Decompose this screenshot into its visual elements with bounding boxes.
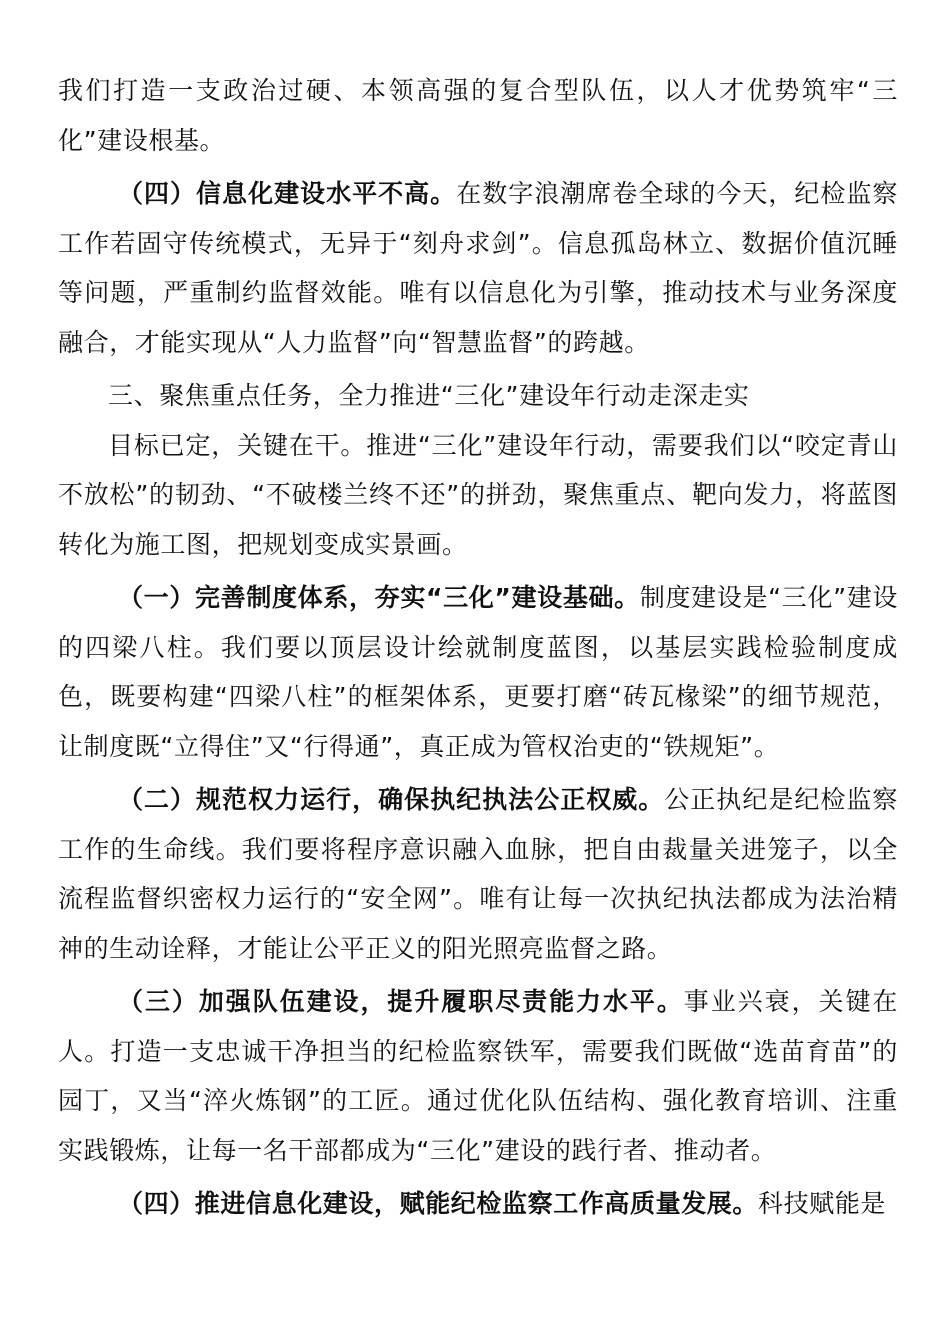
paragraph-text: 制度建设是“三化”建设的四梁八柱。我们要以顶层设计绘就制度蓝图，以基层实践检验制度成色，既要构建“四梁八柱”的框架体系，更要打磨“砖瓦椽梁”的细节规范，让制度既“立得住”又“行得通”，真正成为管权治吏的“铁规矩”。: [58, 583, 898, 761]
section-heading-text: 三、聚焦重点任务，全力推进“三化”建设年行动走深走实: [108, 381, 750, 410]
paragraph-text: 在数字浪潮席卷全球的今天，纪检监察工作若固守传统模式，无异于“刻舟求剑”。信息孤岛林立、数据价值沉睡等问题，严重制约监督效能。唯有以信息化为引擎，推动技术与业务深度融合，才能实现从“人力监督”向“智慧监督”的跨越。: [58, 179, 899, 357]
paragraph-text: 公正执纪是纪检监察工作的生命线。我们要将程序意识融入血脉，把自由裁量关进笼子，以全流程监督织密权力运行的“安全网”。唯有让每一次执纪执法都成为法治精神的生动诠释，才能让公平正义的阳光照亮监督之路。: [58, 785, 898, 963]
paragraph-heading: （四）信息化建设水平不高。: [118, 179, 457, 208]
paragraph-task-2: [58, 775, 898, 973]
paragraph-task-4: [58, 1179, 898, 1229]
paragraph-task-1: [58, 573, 898, 771]
paragraph-heading: （一）完善制度体系，夯实“三化”建设基础。: [118, 583, 640, 612]
paragraph-text: 目标已定，关键在干。推进“三化”建设年行动，需要我们以“咬定青山不放松”的韧劲、“不破楼兰终不还”的拼劲，聚焦重点、靶向发力，将蓝图转化为施工图，把规划变成实景画。: [58, 430, 898, 559]
paragraph-heading: （四）推进信息化建设，赋能纪检监察工作高质量发展。: [118, 1189, 759, 1218]
paragraph-task-3: [58, 977, 898, 1175]
paragraph-continuation: [58, 66, 898, 165]
paragraph-heading: （三）加强队伍建设，提升履职尽责能力水平。: [118, 987, 684, 1016]
paragraph-problem-4: [58, 169, 898, 367]
document-page: [58, 66, 898, 1229]
paragraph-text: 事业兴衰，关键在人。打造一支忠诚干净担当的纪检监察铁军，需要我们既做“选苗育苗”的园丁，又当“淬火炼钢”的工匠。通过优化队伍结构、强化教育培训、注重实践锻炼，让每一名干部都成为“三化”建设的践行者、推动者。: [58, 987, 898, 1165]
paragraph-intro: [58, 421, 898, 570]
paragraph-text: 我们打造一支政治过硬、本领高强的复合型队伍，以人才优势筑牢“三化”建设根基。: [58, 76, 898, 155]
paragraph-text: 科技赋能是: [758, 1189, 887, 1218]
paragraph-heading: （二）规范权力运行，确保执纪执法公正权威。: [118, 785, 665, 814]
section-heading-3: [58, 371, 898, 421]
